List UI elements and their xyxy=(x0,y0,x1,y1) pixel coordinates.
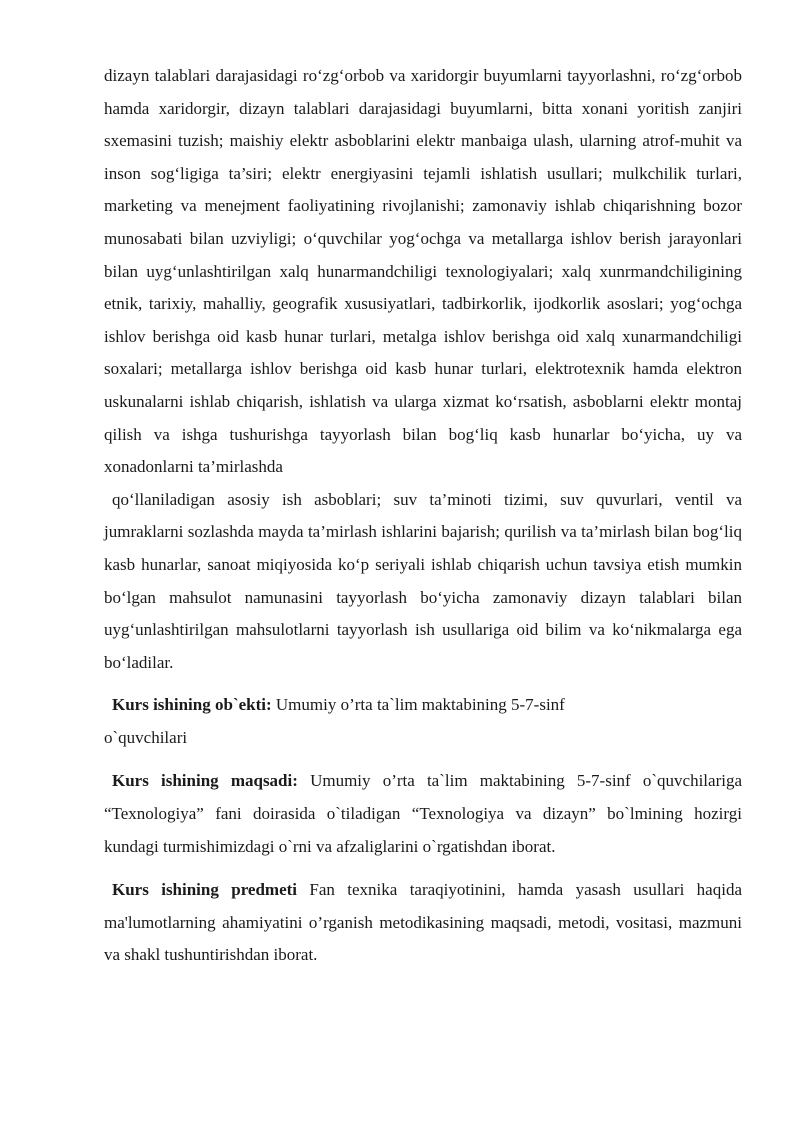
document-page xyxy=(104,60,742,972)
section-object-label: Kurs ishining ob`ekti: xyxy=(112,695,272,715)
section-goal-text: Umumiy o’rta ta`lim maktabining 5-7-sinf o`quvchilariga “Texnologiya” fani doirasida o`tiladigan “Texnologiya va dizayn” bo`lmining hozirgi kundagi turmishimizdagi o`rni va afzaliglarini o`rgatishdan iborat. xyxy=(104,771,742,856)
section-goal-label: Kurs ishining maqsadi: xyxy=(112,771,298,791)
section-subject-text: Fan texnika taraqiyotinini, hamda yasash usullari haqida ma'lumotlarning ahamiyatini o’rganish metodikasining maqsadi, metodi, vositasi, mazmuni va shakl tushuntirishdan iborat. xyxy=(104,880,742,965)
body-paragraph-1: dizayn talablari darajasidagi ro‘zg‘orbob va xaridorgir buyumlarni tayyorlashni, ro‘zg‘orbob hamda xaridorgir, dizayn talablari darajasidagi buyumlarni, bitta xonani yoritish zanjiri sxemasini tuzish; maishiy elektr asboblarini elektr manbaiga ulash, ularning atrof-muhit va inson sog‘ligiga ta’siri; elektr energiyasini tejamli ishlatish usullari; mulkchilik turlari, marketing va menejment faoliyatining rivojlanishi; zamonaviy ishlab chiqarishning bozor munosabati bilan uzviyligi; o‘quvchilar yog‘ochga va metallarga ishlov berish jarayonlari bilan uyg‘unlashtirilgan xalq hunarmandchiligi texnologiyalari; xalq xunrmandchiligining etnik, tarixiy, mahalliy, geografik xususiyatlari, tadbirkorlik, ijodkorlik asoslari; yog‘ochga ishlov berishga oid kasb hunar turlari, metalga ishlov berishga oid xalq xunarmandchiligi soxalari; metallarga ishlov berishga oid kasb hunar turlari, elektrotexnik hamda elektron uskunalarni ishlab chiqarish, ishlatish va ularga xizmat ko‘rsatish, asboblarni elektr montaj qilish va ishga tushurishga tayyorlash bilan bog‘liq kasb hunarlar bo‘yicha, uy va xonadonlarni ta’mirlashda xyxy=(104,66,742,477)
body-paragraph-2: qo‘llaniladigan asosiy ish asboblari; suv ta’minoti tizimi, suv quvurlari, ventil va jumraklarni sozlashda mayda ta’mirlash ishlarini bajarish; qurilish va ta’mirlash bilan bog‘liq kasb hunarlar, sanoat miqiyosida ko‘p seriyali ishlab chiqarish uchun tavsiya etish mumkin bo‘lgan mahsulot namunasini tayyorlash bo‘yicha zamonaviy dizayn talablari bilan uyg‘unlashtirilgan mahsulotlarni tayyorlash ish usullariga oid bilim va ko‘nikmalarga ega bo‘ladilar. xyxy=(104,489,742,672)
section-object-text-line2: o`quvchilari xyxy=(104,727,188,747)
section-goal xyxy=(104,765,742,863)
section-object-text-line1: Umumiy o’rta ta`lim maktabining 5-7-sinf xyxy=(271,695,565,715)
section-subject xyxy=(104,874,742,972)
section-subject-label: Kurs ishining predmeti xyxy=(112,880,298,900)
section-object xyxy=(104,689,742,754)
